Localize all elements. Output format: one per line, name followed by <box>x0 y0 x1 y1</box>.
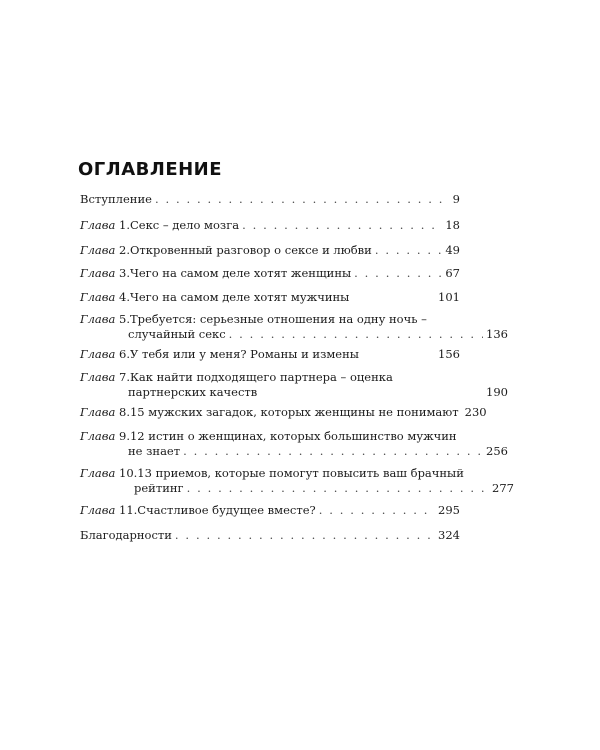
toc-entry-chapter-9 <box>80 429 508 459</box>
page-number: 230 <box>464 405 487 419</box>
toc-entry-intro <box>80 192 460 207</box>
chapter-title: Как найти подходящего партнера – оценка <box>129 370 393 384</box>
chapter-label: Глава 9. <box>80 429 130 443</box>
page-number: 101 <box>438 290 460 304</box>
toc-entry-chapter-8 <box>80 405 487 420</box>
page-number: 67 <box>445 266 460 280</box>
toc-entry-chapter-1 <box>80 218 460 233</box>
toc-entry-chapter-2 <box>80 243 460 258</box>
dot-leader <box>155 192 450 207</box>
chapter-title-cont: рейтинг <box>134 481 184 495</box>
dot-leader <box>229 327 483 342</box>
chapter-label: Глава 7. <box>80 370 130 384</box>
chapter-title-cont: случайный секс <box>128 327 226 341</box>
page-number: 256 <box>486 444 508 458</box>
chapter-title: 15 мужских загадок, которых женщины не понимают <box>129 405 459 419</box>
chapter-title: Чего на самом деле хотят мужчины <box>129 290 350 304</box>
chapter-title-cont: не знает <box>128 444 181 458</box>
toc-entry-chapter-5 <box>80 312 508 342</box>
dot-leader <box>242 218 442 233</box>
chapter-title: Требуется: серьезные отношения на одну ночь – <box>129 312 427 326</box>
toc-entry-chapter-11 <box>80 503 460 518</box>
dot-leader <box>187 481 489 496</box>
page-number: 9 <box>452 192 460 206</box>
page-number: 324 <box>438 528 460 542</box>
chapter-title: 12 истин о женщинах, которых большинство мужчин <box>129 429 457 443</box>
toc-entry-chapter-7 <box>80 370 508 400</box>
chapter-title: Секс – дело мозга <box>129 218 240 232</box>
chapter-title: Чего на самом деле хотят женщины <box>129 266 352 280</box>
chapter-label: Глава 3. <box>80 266 130 280</box>
page-number: 136 <box>486 327 508 341</box>
chapter-label: Глава 5. <box>80 312 130 326</box>
entry-title: Вступление <box>80 192 152 206</box>
entry-title: Благодарности <box>80 528 172 542</box>
page-title: ОГЛАВЛЕНИЕ <box>78 159 223 180</box>
page-number: 49 <box>445 243 460 257</box>
dot-leader <box>319 503 435 518</box>
dot-leader <box>175 528 435 543</box>
toc-entry-chapter-4 <box>80 290 460 305</box>
toc-entry-chapter-3 <box>80 266 460 281</box>
page-number: 295 <box>438 503 460 517</box>
page-number: 190 <box>486 385 508 399</box>
chapter-title: 13 приемов, которые помогут повысить ваш брачный <box>137 466 464 480</box>
chapter-label: Глава 4. <box>80 290 130 304</box>
chapter-title: Откровенный разговор о сексе и любви <box>129 243 372 257</box>
page-number: 277 <box>492 481 514 495</box>
chapter-label: Глава 11. <box>80 503 138 517</box>
chapter-label: Глава 2. <box>80 243 130 257</box>
dot-leader <box>375 243 443 258</box>
dot-leader <box>354 266 442 281</box>
chapter-label: Глава 1. <box>80 218 130 232</box>
toc-entry-chapter-10 <box>80 466 514 496</box>
toc-entry-chapter-6 <box>80 347 460 362</box>
chapter-label: Глава 6. <box>80 347 130 361</box>
chapter-title: Счастливое будущее вместе? <box>137 503 316 517</box>
chapter-title: У тебя или у меня? Романы и измены <box>129 347 359 361</box>
dot-leader <box>183 444 483 459</box>
chapter-label: Глава 8. <box>80 405 130 419</box>
chapter-title-cont: партнерских качеств <box>128 385 258 399</box>
toc-entry-acknowledgements <box>80 528 460 543</box>
page-number: 156 <box>438 347 460 361</box>
chapter-label: Глава 10. <box>80 466 138 480</box>
page-number: 18 <box>445 218 460 232</box>
